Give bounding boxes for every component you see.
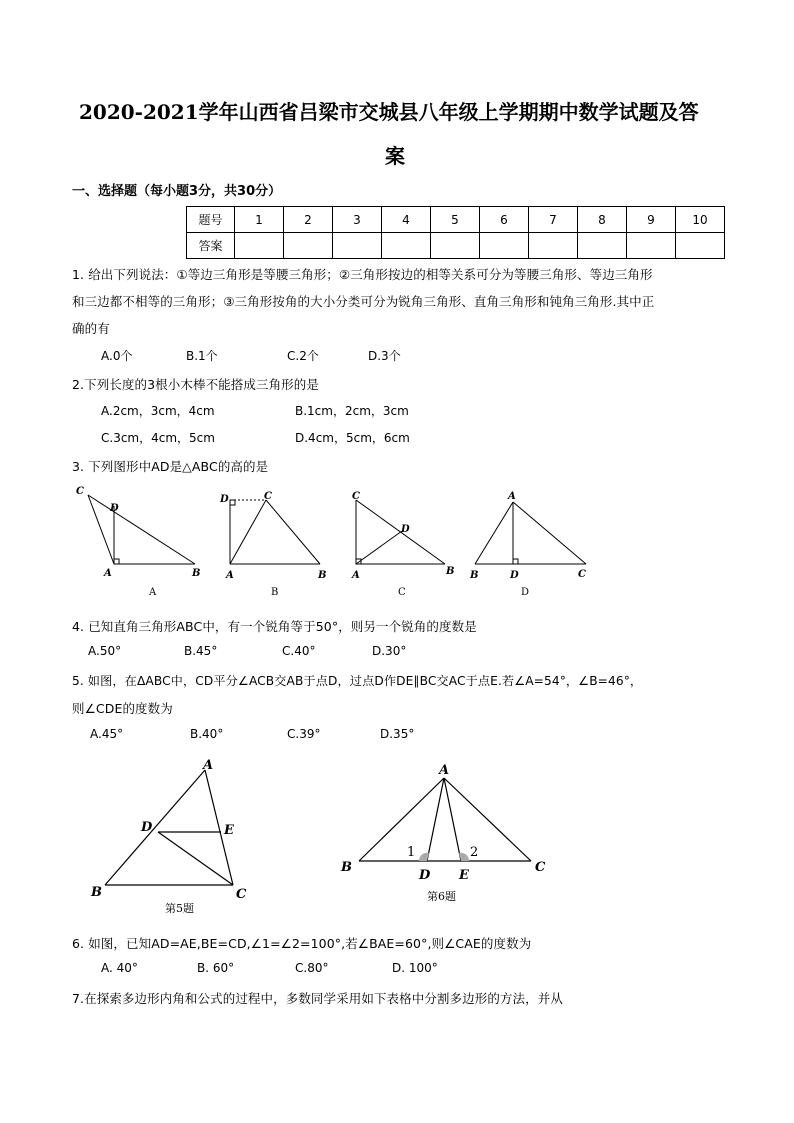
point-label: C: [578, 569, 586, 580]
question-3-figures: [70, 484, 610, 600]
answer-cell[interactable]: [284, 233, 333, 259]
point-label: B: [192, 568, 201, 579]
point-label: D: [110, 503, 119, 514]
answer-table-header-row: [187, 207, 725, 233]
answer-table-number: 3: [333, 207, 382, 233]
question-1-text: 确的有: [72, 321, 110, 336]
question-1-option-b: B.1个: [186, 349, 218, 363]
question-3-text: 3. 下列图形中AD是△ABC的高的是: [72, 459, 269, 474]
answer-table-number: 1: [235, 207, 284, 233]
question-6-option-d: D. 100°: [392, 961, 438, 975]
section-heading: 一、选择题（每小题3分，共30分）: [72, 184, 282, 199]
answer-cell[interactable]: [431, 233, 480, 259]
question-5-option-c: C.39°: [287, 727, 321, 741]
question-2-option-c: C.3cm，4cm，5cm: [101, 431, 215, 445]
question-4-option-b: B.45°: [184, 644, 218, 658]
point-label: E: [224, 823, 234, 838]
question-6-option-c: C.80°: [295, 961, 329, 975]
point-label: C: [76, 486, 84, 497]
answer-cell[interactable]: [578, 233, 627, 259]
figure-caption: D: [521, 587, 530, 598]
point-label: D: [419, 868, 431, 883]
answer-cell[interactable]: [529, 233, 578, 259]
question-7-text: 7.在探索多边形内角和公式的过程中，多数同学采用如下表格中分割多边形的方法，并从: [72, 991, 563, 1006]
question-6-option-a: A. 40°: [101, 961, 138, 975]
figure-caption: C: [398, 587, 406, 598]
answer-table-number: 6: [480, 207, 529, 233]
page-title-cont: 案: [385, 144, 405, 168]
answer-table-number: 4: [382, 207, 431, 233]
answer-table-row-label: 题号: [187, 207, 235, 233]
point-label: B: [318, 570, 327, 581]
question-5-text: 则∠CDE的度数为: [72, 701, 173, 716]
point-label: C: [535, 860, 546, 875]
question-6-figure: [335, 758, 555, 908]
figure-a-triangle: [88, 495, 195, 564]
answer-table-number: 2: [284, 207, 333, 233]
answer-table-number: 8: [578, 207, 627, 233]
question-5-option-b: B.40°: [190, 727, 224, 741]
point-label: B: [470, 570, 479, 581]
point-label: A: [226, 570, 234, 581]
point-label: D: [510, 570, 519, 581]
point-label: A: [352, 570, 360, 581]
answer-cell[interactable]: [480, 233, 529, 259]
answer-table-number: 5: [431, 207, 480, 233]
point-label: A: [104, 568, 112, 579]
answer-table-row-label: 答案: [187, 233, 235, 259]
point-label: C: [264, 491, 272, 502]
answer-cell[interactable]: [235, 233, 284, 259]
answer-table-number: 9: [627, 207, 676, 233]
figure-caption: 第6题: [427, 890, 456, 903]
point-label: C: [352, 491, 360, 502]
question-4-option-c: C.40°: [282, 644, 316, 658]
question-2-text: 2.下列长度的3根小木棒不能搭成三角形的是: [72, 377, 319, 392]
question-1-option-d: D.3个: [368, 349, 401, 363]
answer-table-number: 10: [676, 207, 725, 233]
answer-table: [186, 206, 725, 259]
question-1-text: 1. 给出下列说法：①等边三角形是等腰三角形；②三角形按边的相等关系可分为等腰三角形、等边三角形: [72, 267, 653, 282]
point-label: B: [341, 860, 352, 875]
point-label: A: [439, 763, 450, 778]
point-label: A: [203, 758, 214, 773]
figure-caption: B: [271, 587, 279, 598]
point-label: D: [220, 494, 229, 505]
point-label: B: [446, 566, 455, 577]
question-2-option-b: B.1cm，2cm，3cm: [295, 404, 409, 418]
point-label: E: [459, 868, 469, 883]
point-label: A: [508, 491, 516, 502]
question-1-text: 和三边都不相等的三角形；③三角形按角的大小分类可分为锐角三角形、直角三角形和钝角三角形.其中正: [72, 294, 655, 309]
question-5-option-a: A.45°: [90, 727, 124, 741]
point-label: D: [401, 524, 410, 535]
answer-table-number: 7: [529, 207, 578, 233]
answer-cell[interactable]: [382, 233, 431, 259]
question-6-option-b: B. 60°: [197, 961, 235, 975]
figure-caption: A: [149, 587, 157, 598]
angle-label: 1: [407, 845, 416, 860]
question-5-option-d: D.35°: [380, 727, 415, 741]
question-5-text: 5. 如图，在ΔABC中，CD平分∠ACB交AB于点D，过点D作DE∥BC交AC于点E.若∠A=54°，∠B=46°，: [72, 674, 643, 688]
question-4-option-d: D.30°: [372, 644, 407, 658]
question-2-option-a: A.2cm，3cm，4cm: [101, 404, 215, 418]
angle-label: 2: [470, 845, 479, 860]
figure-b-triangle: [230, 500, 320, 564]
figure-caption: 第5题: [165, 902, 194, 915]
answer-cell[interactable]: [627, 233, 676, 259]
answer-cell[interactable]: [333, 233, 382, 259]
point-label: D: [141, 820, 153, 835]
point-label: B: [91, 885, 102, 900]
answer-cell[interactable]: [676, 233, 725, 259]
question-2-option-d: D.4cm，5cm，6cm: [295, 431, 410, 445]
point-label: C: [236, 887, 247, 902]
question-4-option-a: A.50°: [88, 644, 122, 658]
answer-table-answer-row: [187, 233, 725, 259]
question-1-option-a: A.0个: [101, 349, 133, 363]
figure-d-triangle: [475, 502, 586, 564]
page-title: 2020-2021学年山西省吕梁市交城县八年级上学期期中数学试题及答: [79, 100, 699, 124]
question-5-figure: [85, 754, 260, 919]
question-1-option-c: C.2个: [287, 349, 319, 363]
question-6-text: 6. 如图，已知AD=AE,BE=CD,∠1=∠2=100°,若∠BAE=60°,则∠CAE的度数为: [72, 936, 532, 951]
question-4-text: 4. 已知直角三角形ABC中，有一个锐角等于50°，则另一个锐角的度数是: [72, 619, 477, 634]
